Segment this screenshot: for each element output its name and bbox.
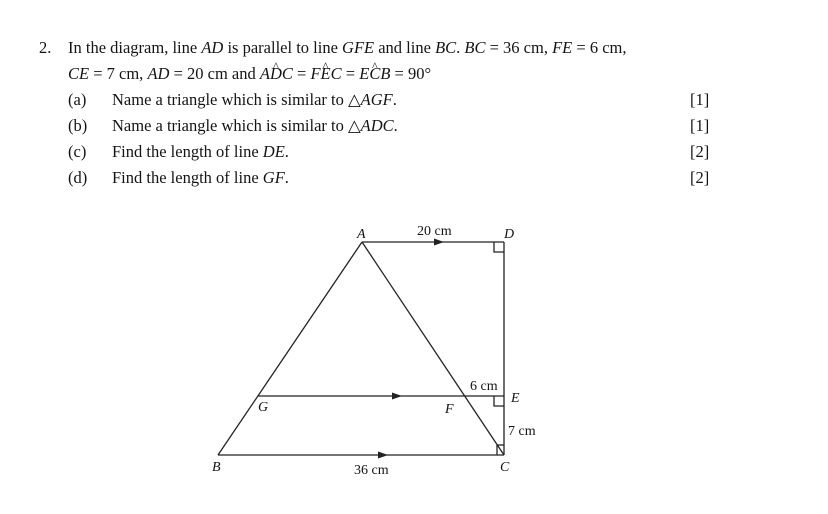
- arrow-GE: [392, 393, 402, 400]
- part-d-marks: [2]: [690, 168, 710, 187]
- right-angle-E: [494, 396, 504, 406]
- line-AC: [362, 242, 504, 455]
- point-F: F: [445, 402, 454, 417]
- part-b-marks: [1]: [690, 116, 710, 135]
- point-E: E: [511, 391, 520, 406]
- point-D: D: [504, 227, 515, 242]
- label-CE: 7 cm: [508, 424, 536, 439]
- point-B: B: [212, 460, 221, 475]
- part-b-text: Name a triangle which is similar to △ADC.: [112, 116, 398, 135]
- label-FE: 6 cm: [470, 379, 498, 394]
- part-a-text: Name a triangle which is similar to △AGF.: [112, 90, 397, 109]
- label-AD: 20 cm: [417, 224, 452, 239]
- part-c-text: Find the length of line DE.: [112, 142, 289, 161]
- right-angle-D: [494, 242, 504, 252]
- question-number: 2.: [39, 38, 52, 57]
- point-C: C: [500, 460, 510, 475]
- part-d-label: (d): [68, 168, 88, 187]
- question-stem-line2: CE = 7 cm, AD = 20 cm and A^ DC = F^ EC = E^ CB = 90°: [68, 64, 431, 84]
- arrow-AD: [434, 239, 444, 246]
- part-a-marks: [1]: [690, 90, 710, 109]
- point-G: G: [258, 400, 269, 415]
- point-A: A: [357, 227, 366, 242]
- line-AB: [218, 242, 362, 455]
- part-c-marks: [2]: [690, 142, 710, 161]
- part-a-label: (a): [68, 90, 87, 109]
- part-b-label: (b): [68, 116, 88, 135]
- arrow-BC: [378, 452, 388, 459]
- label-BC: 36 cm: [354, 463, 389, 478]
- part-c-label: (c): [68, 142, 87, 161]
- part-d-text: Find the length of line GF.: [112, 168, 289, 187]
- question-stem-line1: In the diagram, line AD is parallel to line GFE and line BC. BC = 36 cm, FE = 6 cm,: [68, 38, 627, 57]
